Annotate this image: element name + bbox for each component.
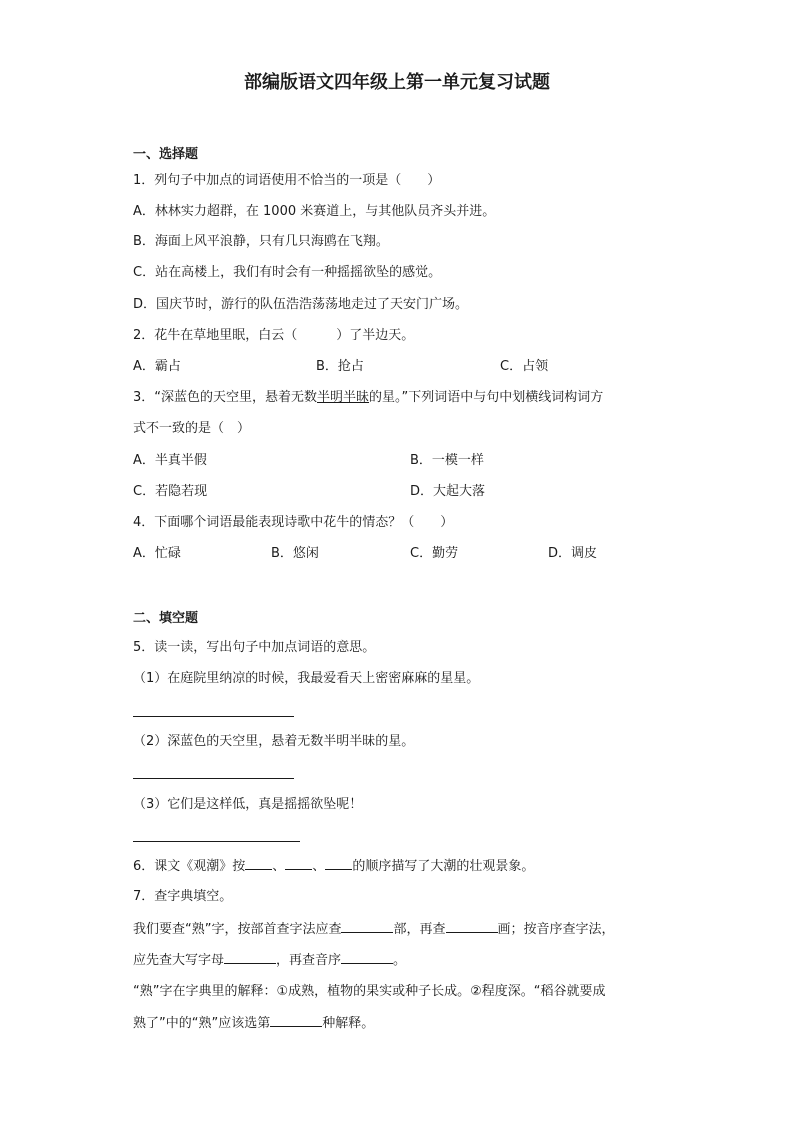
- q6-post: 的顺序描写了大潮的壮观景象。: [352, 859, 535, 874]
- q3-stem-line2: 式不一致的是（ ）: [133, 421, 251, 436]
- q7-line-2: [133, 951, 406, 970]
- section-heading-fill: 二、填空题: [133, 611, 199, 626]
- q7-line2-a: 应先查大写字母: [133, 953, 225, 968]
- q5-sentence-3: （3）它们是这样低，真是摇摇欲坠呢！: [133, 797, 363, 812]
- q7-line-1: [133, 920, 615, 939]
- q4-stem: 4．下面哪个词语最能表现诗歌中花牛的情态？（ ）: [133, 515, 454, 530]
- q5-stem: 5．读一读，写出句子中加点词语的意思。: [133, 640, 376, 655]
- q7-stem: 7．查字典填空。: [133, 889, 233, 904]
- q3-option-c: C．若隐若现: [133, 484, 208, 499]
- q6-pre: 6．课文《观潮》按: [133, 859, 246, 874]
- q7-line4-b: 种解释。: [322, 1016, 375, 1031]
- q7-line4-a: 熟了”中的“熟”应该选第: [133, 1016, 271, 1031]
- q1-option-a: A．林林实力超群，在 1000 米赛道上，与其他队员齐头并进。: [133, 204, 496, 219]
- q7-blank-syllable[interactable]: [341, 951, 393, 964]
- q7-blank-letter[interactable]: [224, 951, 276, 964]
- q7-blank-strokes[interactable]: [446, 920, 498, 933]
- q7-line1-b: 部，再查: [393, 922, 446, 937]
- q3-stem: [133, 389, 603, 407]
- page-title: 部编版语文四年级上第一单元复习试题: [244, 72, 550, 93]
- q2-option-a: A．霸占: [133, 359, 181, 374]
- q7-blank-radical[interactable]: [341, 920, 393, 933]
- q6-blank-3[interactable]: [325, 857, 352, 870]
- q5-answer-line-1[interactable]: [133, 716, 294, 717]
- q7-line2-c: 。: [393, 953, 407, 968]
- q3-option-b: B．一模一样: [410, 453, 484, 468]
- q2-option-c: C．占领: [500, 359, 549, 374]
- q4-option-b: B．悠闲: [271, 546, 319, 561]
- q3-option-d: D．大起大落: [410, 484, 486, 499]
- q1-option-b: B．海面上风平浪静，只有几只海鸥在飞翔。: [133, 234, 389, 249]
- q5-answer-line-3[interactable]: [133, 841, 300, 842]
- q3-stem-post: 的星。”下列词语中与句中划横线词构词方: [369, 390, 604, 405]
- q3-option-a: A．半真半假: [133, 453, 207, 468]
- q1-option-d: D．国庆节时，游行的队伍浩浩荡荡地走过了天安门广场。: [133, 297, 469, 312]
- q4-option-a: A．忙碌: [133, 546, 181, 561]
- q3-underlined-term: 半明半昧: [317, 390, 370, 405]
- q6-sep-2: 、: [312, 859, 326, 874]
- q1-stem: 1．列句子中加点的词语使用不恰当的一项是（ ）: [133, 173, 441, 188]
- q5-answer-line-2[interactable]: [133, 778, 294, 779]
- q1-option-c: C．站在高楼上，我们有时会有一种摇摇欲坠的感觉。: [133, 265, 442, 280]
- q6-sep-1: 、: [272, 859, 286, 874]
- q4-option-d: D．调皮: [548, 546, 598, 561]
- section-heading-choice: 一、选择题: [133, 147, 199, 162]
- q7-line1-c: 画；按音序查字法，: [497, 922, 615, 937]
- q5-sentence-2: （2）深蓝色的天空里，悬着无数半明半昧的星。: [133, 734, 415, 749]
- q7-line-3: “熟”字在字典里的解释：①成熟，植物的果实或种子长成。②程度深。“稻谷就要成: [133, 984, 606, 999]
- q6-blank-1[interactable]: [245, 857, 272, 870]
- q2-option-b: B．抢占: [316, 359, 364, 374]
- q6-stem: [133, 857, 534, 876]
- q7-line1-a: 我们要查“熟”字，按部首查字法应查: [133, 922, 342, 937]
- q6-blank-2[interactable]: [285, 857, 312, 870]
- q5-sentence-1: （1）在庭院里纳凉的时候，我最爱看天上密密麻麻的星星。: [133, 671, 480, 686]
- q2-stem: 2．花牛在草地里眠，白云（ ）了半边天。: [133, 328, 415, 343]
- q4-option-c: C．勤劳: [410, 546, 459, 561]
- q7-line-4: [133, 1014, 374, 1033]
- q7-line2-b: ，再查音序: [276, 953, 342, 968]
- q7-blank-definition[interactable]: [270, 1014, 322, 1027]
- q3-stem-pre: 3．“深蓝色的天空里，悬着无数: [133, 390, 318, 405]
